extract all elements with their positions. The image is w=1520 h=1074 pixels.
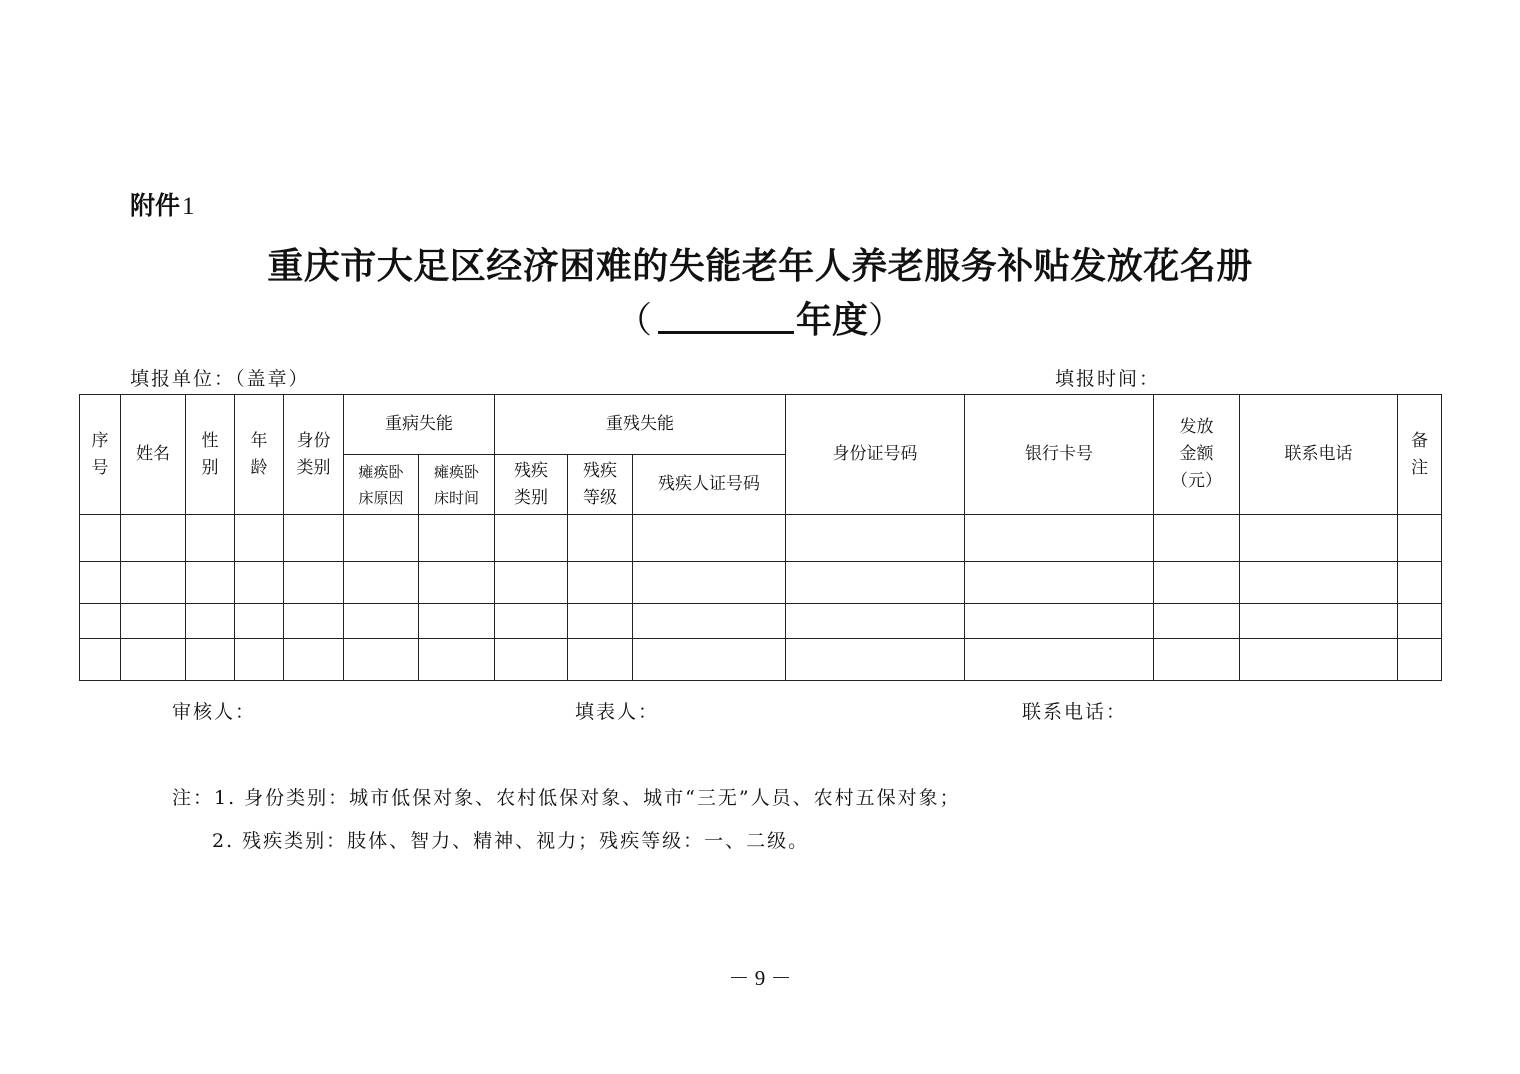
- filler-label: 填表人：: [575, 701, 660, 723]
- header-identity-type: 身份 类别: [284, 395, 344, 515]
- table-cell[interactable]: [186, 639, 235, 681]
- table-cell[interactable]: [965, 639, 1154, 681]
- table-cell[interactable]: [1398, 639, 1442, 681]
- reviewer-label: 审核人：: [172, 701, 257, 723]
- table-cell[interactable]: [633, 639, 786, 681]
- table-cell[interactable]: [235, 639, 284, 681]
- table-cell[interactable]: [80, 639, 121, 681]
- table-cell[interactable]: [1398, 604, 1442, 639]
- header-disability-cert: 残疾人证号码: [633, 455, 786, 515]
- header-gender: 性 别: [186, 395, 235, 515]
- table-cell[interactable]: [284, 515, 344, 562]
- table-cell[interactable]: [965, 604, 1154, 639]
- header-bedridden-reason: 瘫痪卧 床原因: [344, 455, 419, 515]
- table-cell[interactable]: [80, 515, 121, 562]
- note-line-2: 2. 残疾类别：肢体、智力、精神、视力；残疾等级：一、二级。: [212, 830, 810, 852]
- table-cell[interactable]: [1154, 639, 1240, 681]
- table-cell[interactable]: [495, 562, 568, 604]
- table-cell[interactable]: [284, 562, 344, 604]
- table-row: [80, 604, 1442, 639]
- table-cell[interactable]: [1154, 604, 1240, 639]
- header-disability-level: 残疾 等级: [568, 455, 633, 515]
- table-cell[interactable]: [568, 515, 633, 562]
- table-cell[interactable]: [1240, 639, 1398, 681]
- page-number: － 9 －: [728, 966, 792, 990]
- table-row: [80, 639, 1442, 681]
- table-cell[interactable]: [495, 515, 568, 562]
- table-cell[interactable]: [419, 562, 495, 604]
- table-cell[interactable]: [568, 562, 633, 604]
- page-subtitle: （ 年度）: [615, 299, 905, 341]
- note-line-1: 注：1. 身份类别：城市低保对象、农村低保对象、城市“三无”人员、农村五保对象；: [172, 787, 961, 809]
- table-row: [80, 515, 1442, 562]
- table-cell[interactable]: [1154, 515, 1240, 562]
- table-cell[interactable]: [284, 604, 344, 639]
- table-cell[interactable]: [235, 604, 284, 639]
- table-cell[interactable]: [344, 562, 419, 604]
- table-cell[interactable]: [284, 639, 344, 681]
- header-severe-illness: 重病失能: [344, 395, 495, 455]
- table-cell[interactable]: [235, 562, 284, 604]
- table-cell[interactable]: [419, 515, 495, 562]
- header-age: 年 龄: [235, 395, 284, 515]
- table-cell[interactable]: [568, 604, 633, 639]
- table-cell[interactable]: [121, 562, 186, 604]
- header-bank-card: 银行卡号: [965, 395, 1154, 515]
- header-phone: 联系电话: [1240, 395, 1398, 515]
- header-seq: 序 号: [80, 395, 121, 515]
- roster-table: [79, 394, 1442, 681]
- table-cell[interactable]: [1398, 562, 1442, 604]
- table-row: [80, 562, 1442, 604]
- filing-unit-label: 填报单位：（盖章）: [130, 368, 310, 390]
- table-cell[interactable]: [344, 604, 419, 639]
- table-cell[interactable]: [186, 562, 235, 604]
- table-cell[interactable]: [186, 515, 235, 562]
- table-cell[interactable]: [80, 562, 121, 604]
- table-cell[interactable]: [495, 604, 568, 639]
- page-title: 重庆市大足区经济困难的失能老年人养老服务补贴发放花名册: [267, 245, 1253, 287]
- attachment-label: 附件1: [130, 191, 195, 220]
- table-cell[interactable]: [1240, 562, 1398, 604]
- table-cell[interactable]: [633, 604, 786, 639]
- header-name: 姓名: [121, 395, 186, 515]
- table-cell[interactable]: [786, 639, 965, 681]
- table-cell[interactable]: [1154, 562, 1240, 604]
- year-blank[interactable]: [658, 299, 794, 334]
- header-amount: 发放 金额 （元）: [1154, 395, 1240, 515]
- filing-time-label: 填报时间：: [1055, 368, 1161, 390]
- table-cell[interactable]: [786, 604, 965, 639]
- table-cell[interactable]: [419, 639, 495, 681]
- header-disability-type: 残疾 类别: [495, 455, 568, 515]
- table-cell[interactable]: [633, 562, 786, 604]
- header-bedridden-time: 瘫痪卧 床时间: [419, 455, 495, 515]
- table-cell[interactable]: [786, 515, 965, 562]
- table-cell[interactable]: [568, 639, 633, 681]
- table-cell[interactable]: [121, 604, 186, 639]
- table-cell[interactable]: [1398, 515, 1442, 562]
- table-cell[interactable]: [786, 562, 965, 604]
- header-severe-disability: 重残失能: [495, 395, 786, 455]
- table-cell[interactable]: [235, 515, 284, 562]
- table-cell[interactable]: [633, 515, 786, 562]
- table-cell[interactable]: [121, 515, 186, 562]
- contact-phone-label: 联系电话：: [1022, 701, 1128, 723]
- table-cell[interactable]: [965, 562, 1154, 604]
- table-cell[interactable]: [965, 515, 1154, 562]
- table-cell[interactable]: [419, 604, 495, 639]
- table-cell[interactable]: [80, 604, 121, 639]
- table-cell[interactable]: [495, 639, 568, 681]
- table-cell[interactable]: [121, 639, 186, 681]
- table-cell[interactable]: [186, 604, 235, 639]
- table-cell[interactable]: [1240, 604, 1398, 639]
- header-id-number: 身份证号码: [786, 395, 965, 515]
- table-cell[interactable]: [344, 639, 419, 681]
- header-remark: 备 注: [1398, 395, 1442, 515]
- table-cell[interactable]: [344, 515, 419, 562]
- table-cell[interactable]: [1240, 515, 1398, 562]
